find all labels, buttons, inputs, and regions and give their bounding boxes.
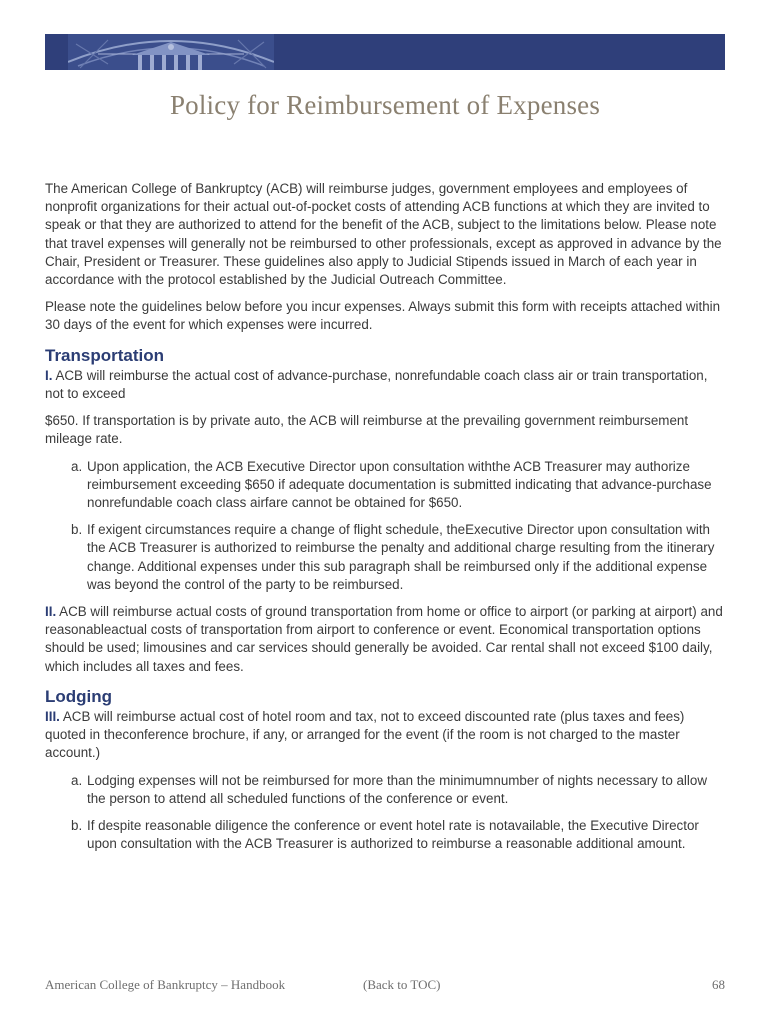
- footer-handbook-title: American College of Bankruptcy – Handbook: [45, 977, 286, 992]
- lodging-heading: Lodging: [45, 686, 113, 706]
- sub-marker: b.: [71, 818, 83, 834]
- transportation-item-1: [45, 367, 729, 403]
- transportation-item-1-cont: $650. If transportation is by private auto, the ACB will reimburse at the prevailing government reimbursement mileage rate.: [45, 413, 689, 447]
- building-seal-icon: [68, 34, 274, 70]
- sub-text: Lodging expenses will not be reimbursed for more than the minimumnumber of nights necessary to allow the person to attend all scheduled functions of the conference or event.: [87, 772, 708, 806]
- sub-marker: a.: [71, 772, 83, 788]
- transportation-heading: Transportation: [45, 345, 165, 365]
- header-banner: [45, 34, 725, 70]
- transportation-sub-a: [71, 458, 729, 513]
- page-footer: [45, 977, 725, 993]
- sub-marker: a.: [71, 458, 83, 474]
- item-1-text: ACB will reimburse the actual cost of advance-purchase, nonrefundable coach class air or train transportation, not to exceed: [45, 367, 708, 402]
- page-title: Policy for Reimbursement of Expenses: [169, 90, 601, 120]
- sub-text: Upon application, the ACB Executive Director upon consultation withthe ACB Treasurer may authorize reimbursement exceeding $650 if adequate documentation is submitted indicating that advance-purchase nonrefundable coach class airfare cannot be obtained for $650.: [87, 458, 712, 511]
- lodging-sub-b: [71, 817, 729, 853]
- intro-paragraph-1: The American College of Bankruptcy (ACB) will reimburse judges, government employees and employees of nonprofit organizations for their actual out-of-pocket costs of attending ACB functions at which they are invited to speak or that they are authorized to attend for the benefit of the ACB, subject to the limitations below. Please note that travel expenses will generally not be reimbursed to other professionals, except as approved in advance by the Chair, President or Treasurer. These guidelines also apply to Judicial Stipends issued in March of each year in accordance with the protocol established by the Judicial Outreach Committee.: [45, 181, 722, 288]
- policy-body: [45, 180, 729, 863]
- item-3-text: ACB will reimburse actual cost of hotel room and tax, not to exceed discounted rate (plus taxes and fees) quoted in theconference brochure, if any, or arranged for the event (if the room is not charged to the master account.): [45, 709, 685, 761]
- item-2-text: ACB will reimburse actual costs of ground transportation from home or office to airport (or parking at airport) and reasonableactual costs of transportation from airport to conference or event. Economical transportation options should be used; limousines and car services should generally be avoided. Car rental shall not exceed $100 daily, which includes all taxes and fees.: [45, 604, 723, 674]
- item-3-label: III.: [45, 709, 60, 725]
- back-to-toc-link[interactable]: (Back to TOC): [363, 977, 441, 992]
- lodging-item-3: [45, 708, 729, 763]
- item-1-label: I.: [45, 367, 53, 383]
- sub-text: If despite reasonable diligence the conference or event hotel rate is notavailable, the Executive Director upon consultation with the ACB Treasurer is authorized to reimburse a reasonable additional amount.: [87, 818, 699, 852]
- sub-text: If exigent circumstances require a change of flight schedule, theExecutive Director upon consultation with the ACB Treasurer is authorized to reimburse the penalty and additional charge resulting from the itinerary change. Additional expenses under this sub paragraph shall be reimbursed only if the additional expense was beyond the control of the party to be reimbursed.: [87, 522, 715, 592]
- intro-paragraph-2: Please note the guidelines below before you incur expenses. Always submit this form with receipts attached within 30 days of the event for which expenses were incurred.: [45, 299, 721, 333]
- lodging-sub-a: [71, 772, 729, 808]
- page-number: 68: [712, 977, 725, 992]
- sub-marker: b.: [71, 522, 83, 538]
- transportation-sub-b: [71, 521, 729, 594]
- item-2-label: II.: [45, 604, 57, 620]
- transportation-item-2: [45, 603, 729, 676]
